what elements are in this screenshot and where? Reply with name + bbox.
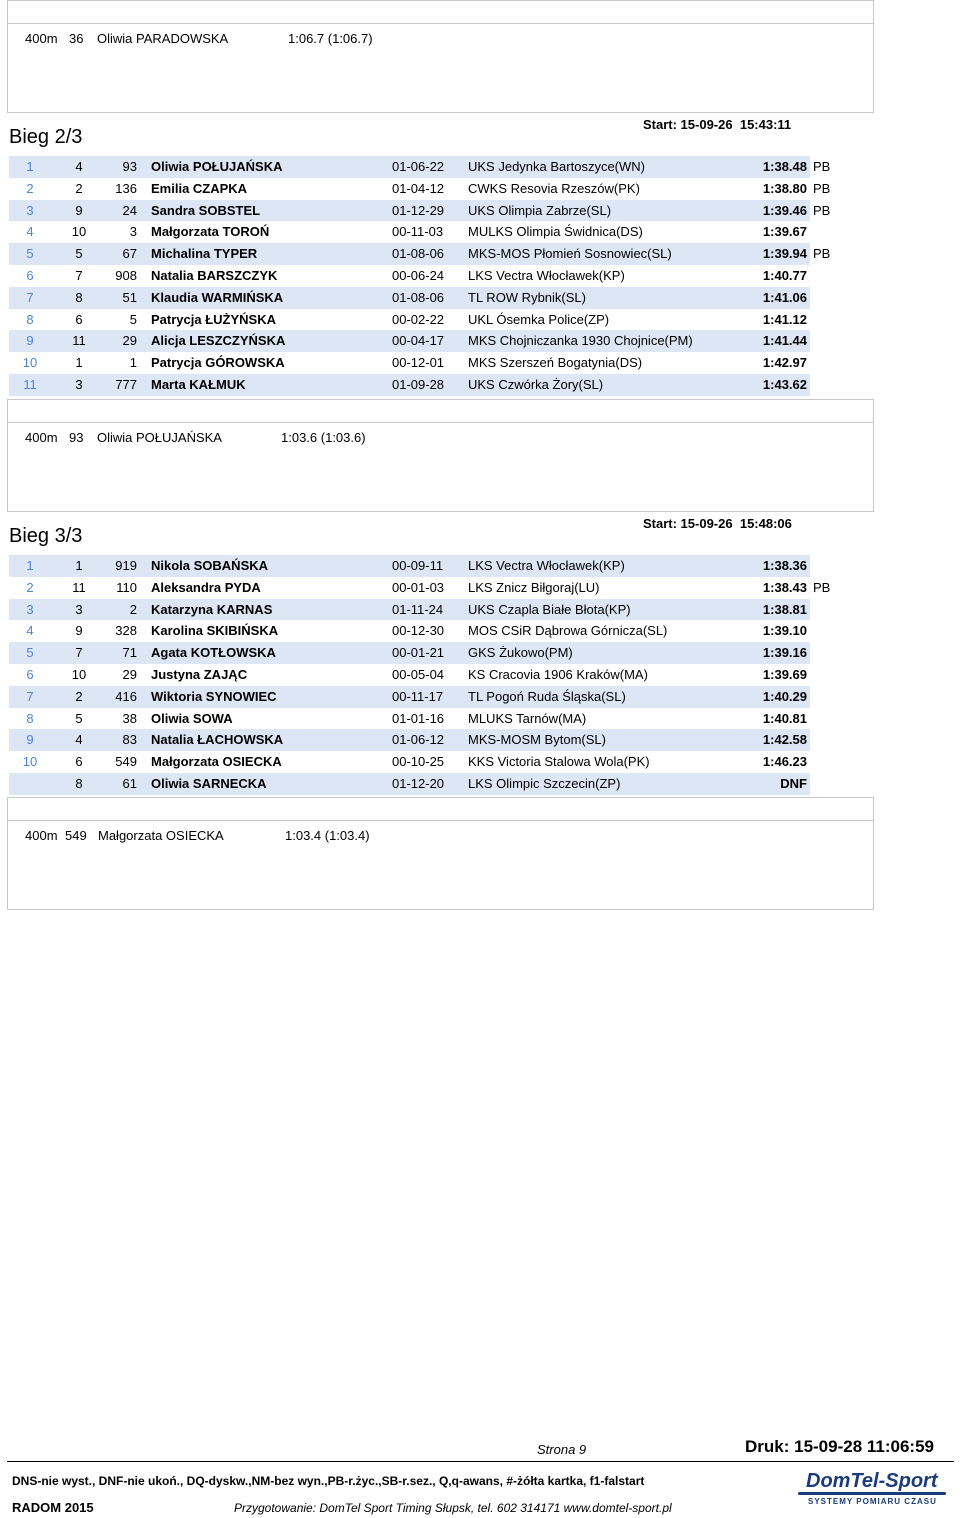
table-row <box>9 156 831 178</box>
cell-result: 1:38.43 <box>762 579 807 595</box>
cell-club: LKS Vectra Włocławek(KP) <box>468 558 625 573</box>
cell-club: KKS Victoria Stalowa Wola(PK) <box>468 754 650 770</box>
cell-dob: 00-06-24 <box>392 268 445 283</box>
cell-result: 1:42.58 <box>762 732 807 748</box>
cell-bib: 51 <box>122 289 137 305</box>
summary-name: Oliwia PARADOWSKA <box>97 31 229 46</box>
cell-dob: 01-06-12 <box>392 732 445 748</box>
cell-result: 1:38.48 <box>762 159 807 174</box>
heat-start <box>643 516 792 531</box>
cell-lane: 2 <box>75 688 83 704</box>
cell-place: 5 <box>26 246 34 262</box>
cell-note: PB <box>813 202 831 218</box>
cell-place: 2 <box>26 579 34 595</box>
cell-name: Małgorzata TOROŃ <box>151 224 270 240</box>
cell-name: Marta KAŁMUK <box>151 377 246 392</box>
summary-line <box>25 828 370 843</box>
cell-name: Oliwia SOWA <box>151 710 233 726</box>
cell-note: PB <box>813 246 831 262</box>
cell-lane: 4 <box>75 159 83 174</box>
cell-place: 3 <box>26 202 34 218</box>
table-row <box>9 599 810 621</box>
heat-title: Bieg 3/3 <box>9 525 83 547</box>
cell-place: 4 <box>26 224 34 240</box>
start-time: 15:48:06 <box>739 516 792 531</box>
cell-bib: 67 <box>122 246 137 262</box>
cell-result: 1:39.16 <box>762 645 807 661</box>
cell-name: Karolina SKIBIŃSKA <box>151 623 279 639</box>
cell-result: 1:42.97 <box>762 355 807 371</box>
cell-bib: 908 <box>115 268 137 283</box>
cell-bib: 5 <box>129 311 137 327</box>
cell-name: Natalia BARSZCZYK <box>151 268 278 283</box>
summary-name: Oliwia POŁUJAŃSKA <box>97 430 222 445</box>
cell-lane: 9 <box>75 202 83 218</box>
summary-name: Małgorzata OSIECKA <box>98 828 224 843</box>
cell-name: Klaudia WARMIŃSKA <box>151 289 284 305</box>
cell-result: 1:43.62 <box>762 377 807 392</box>
summary-bib: 36 <box>69 31 84 46</box>
cell-lane: 8 <box>75 289 83 305</box>
cell-club: MKS Chojniczanka 1930 Chojnice(PM) <box>468 333 693 349</box>
cell-club: TL Pogoń Ruda Śląska(SL) <box>468 688 626 704</box>
cell-name: Patrycja GÓROWSKA <box>151 355 285 371</box>
table-row <box>9 287 810 309</box>
cell-result: 1:39.10 <box>762 623 807 639</box>
cell-dob: 01-09-28 <box>392 377 445 392</box>
summary-bib: 93 <box>69 430 84 445</box>
cell-club: MULKS Olimpia Świdnica(DS) <box>468 224 643 240</box>
cell-place: 7 <box>26 688 34 704</box>
summary-line-top <box>25 31 373 46</box>
cell-bib: 777 <box>115 377 137 392</box>
table-row <box>9 352 810 374</box>
cell-name: Agata KOTŁOWSKA <box>151 645 276 661</box>
cell-dob: 00-12-01 <box>392 355 445 371</box>
summary-time: 1:03.6 (1:03.6) <box>281 430 366 445</box>
cell-result: 1:39.46 <box>762 202 807 218</box>
cell-bib: 29 <box>122 333 137 349</box>
cell-club: MKS-MOS Płomień Sosnowiec(SL) <box>468 246 672 262</box>
cell-place: 3 <box>26 601 34 617</box>
cell-name: Oliwia POŁUJAŃSKA <box>151 159 283 174</box>
cell-result: 1:39.94 <box>762 246 807 262</box>
cell-name: Aleksandra PYDA <box>151 579 261 595</box>
cell-lane: 11 <box>72 333 86 349</box>
cell-dob: 00-09-11 <box>392 558 444 573</box>
table-row <box>9 221 810 243</box>
domtel-logo <box>798 1470 954 1510</box>
footer-divider <box>7 1461 954 1462</box>
cell-name: Katarzyna KARNAS <box>151 601 273 617</box>
cell-place: 6 <box>26 667 34 682</box>
cell-club: MLUKS Tarnów(MA) <box>468 710 587 726</box>
cell-bib: 61 <box>122 776 137 791</box>
cell-dob: 01-08-06 <box>392 289 445 305</box>
cell-place: 8 <box>26 710 34 726</box>
cell-lane: 7 <box>75 645 83 661</box>
cell-club: KS Cracovia 1906 Kraków(MA) <box>468 667 648 682</box>
cell-club: TL ROW Rybnik(SL) <box>468 289 586 305</box>
cell-place: 8 <box>26 311 34 327</box>
summary-box <box>7 399 874 512</box>
table-row <box>9 642 810 664</box>
cell-lane: 10 <box>71 224 87 240</box>
cell-place: 7 <box>26 289 34 305</box>
cell-result: 1:41.06 <box>762 289 807 305</box>
cell-bib: 416 <box>115 688 137 704</box>
cell-place: 10 <box>22 754 38 770</box>
table-row <box>9 374 810 396</box>
cell-club: UKL Ósemka Police(ZP) <box>468 311 610 327</box>
cell-result: 1:38.80 <box>762 180 807 196</box>
cell-place: 10 <box>22 355 38 371</box>
cell-result: 1:40.81 <box>762 710 807 726</box>
cell-bib: 38 <box>122 710 137 726</box>
page-number: Strona 9 <box>537 1442 587 1457</box>
cell-dob: 01-04-12 <box>392 180 445 196</box>
cell-result: 1:46.23 <box>762 754 807 770</box>
cell-dob: 00-11-03 <box>392 224 444 240</box>
summary-event: 400m <box>25 430 58 445</box>
venue: RADOM 2015 <box>12 1500 94 1515</box>
cell-club: MKS Szerszeń Bogatynia(DS) <box>468 355 643 371</box>
cell-dob: 00-01-21 <box>392 645 445 661</box>
summary-box <box>7 797 874 910</box>
cell-bib: 110 <box>116 579 137 595</box>
logo-main-text: DomTel-Sport <box>806 1470 938 1492</box>
cell-lane: 6 <box>75 754 83 770</box>
cell-result: 1:39.67 <box>762 224 807 240</box>
cell-name: Małgorzata OSIECKA <box>151 754 282 770</box>
cell-result: 1:38.36 <box>762 558 807 573</box>
cell-bib: 24 <box>122 202 137 218</box>
cell-result: 1:40.77 <box>762 268 807 283</box>
cell-result: 1:41.12 <box>762 311 807 327</box>
table-row <box>9 729 810 751</box>
cell-note: PB <box>813 159 831 174</box>
cell-bib: 93 <box>122 159 137 174</box>
cell-dob: 00-10-25 <box>392 754 445 770</box>
cell-club: LKS Znicz Biłgoraj(LU) <box>468 579 600 595</box>
cell-lane: 5 <box>75 710 83 726</box>
cell-lane: 6 <box>75 311 83 327</box>
start-label: Start: 15-09-26 <box>643 516 733 531</box>
table-row <box>9 708 810 730</box>
cell-dob: 01-12-29 <box>392 202 445 218</box>
cell-dob: 01-08-06 <box>392 246 445 262</box>
cell-bib: 919 <box>115 558 137 573</box>
cell-dob: 00-11-17 <box>392 688 444 704</box>
cell-club: MKS-MOSM Bytom(SL) <box>468 732 606 748</box>
cell-name: Michalina TYPER <box>151 246 258 262</box>
cell-lane: 5 <box>75 246 83 262</box>
cell-bib: 549 <box>115 754 137 770</box>
cell-bib: 71 <box>122 645 137 661</box>
cell-lane: 7 <box>75 268 83 283</box>
cell-name: Patrycja ŁUŻYŃSKA <box>151 311 276 327</box>
cell-place: 1 <box>26 558 34 573</box>
cell-name: Wiktoria SYNOWIEC <box>151 688 277 704</box>
cell-name: Sandra SOBSTEL <box>151 202 261 218</box>
cell-dob: 01-06-22 <box>392 159 445 174</box>
table-row <box>9 178 831 200</box>
cell-club: MOS CSiR Dąbrowa Górnicza(SL) <box>468 623 668 639</box>
cell-place: 11 <box>23 377 37 392</box>
cell-name: Natalia ŁACHOWSKA <box>151 732 284 748</box>
cell-lane: 8 <box>75 776 83 791</box>
cell-result: 1:41.44 <box>762 333 807 349</box>
cell-dob: 00-04-17 <box>392 333 445 349</box>
table-row <box>9 200 831 222</box>
cell-lane: 3 <box>75 377 83 392</box>
cell-name: Emilia CZAPKA <box>151 180 248 196</box>
table-row <box>9 686 810 708</box>
table-row <box>9 265 810 287</box>
cell-bib: 328 <box>115 623 137 639</box>
cell-bib: 29 <box>122 667 137 682</box>
cell-name: Alicja LESZCZYŃSKA <box>151 333 286 349</box>
heat-title: Bieg 2/3 <box>9 126 83 148</box>
summary-bib: 549 <box>65 828 87 843</box>
summary-event: 400m <box>25 828 58 843</box>
summary-line <box>25 430 366 445</box>
cell-note: PB <box>813 180 831 196</box>
table-row <box>9 773 810 795</box>
cell-club: LKS Vectra Włocławek(KP) <box>468 268 625 283</box>
summary-event: 400m <box>25 31 58 46</box>
cell-place: 1 <box>26 159 34 174</box>
cell-lane: 11 <box>72 579 86 595</box>
summary-time: 1:06.7 (1:06.7) <box>288 31 373 46</box>
cell-club: LKS Olimpic Szczecin(ZP) <box>468 776 621 791</box>
cell-club: UKS Olimpia Zabrze(SL) <box>468 202 612 218</box>
cell-place: 2 <box>26 180 34 196</box>
cell-lane: 10 <box>71 667 87 682</box>
cell-place: 6 <box>26 268 34 283</box>
table-row <box>9 309 810 331</box>
cell-bib: 3 <box>129 224 137 240</box>
table-row <box>9 243 831 265</box>
start-time: 15:43:11 <box>739 117 792 132</box>
summary-time: 1:03.4 (1:03.4) <box>285 828 370 843</box>
cell-result: 1:38.81 <box>762 601 807 617</box>
cell-bib: 2 <box>129 601 137 617</box>
table-row <box>9 751 810 773</box>
logo-sub-text: SYSTEMY POMIARU CZASU <box>808 1497 937 1506</box>
logo-swoosh <box>798 1492 946 1495</box>
cell-club: UKS Czapla Białe Błota(KP) <box>468 601 631 617</box>
cell-name: Oliwia SARNECKA <box>151 776 267 791</box>
legend-text: DNS-nie wyst., DNF-nie ukoń., DQ-dyskw.,NM-bez wyn.,PB-r.życ.,SB-r.sez., Q,q-awans, #-żółta kartka, f1-falstart <box>12 1474 645 1488</box>
cell-bib: 83 <box>122 732 137 748</box>
cell-club: UKS Czwórka Żory(SL) <box>468 377 604 392</box>
table-row <box>9 330 810 352</box>
cell-dob: 00-12-30 <box>392 623 445 639</box>
cell-place: 9 <box>26 333 34 349</box>
heat-start <box>643 117 791 132</box>
cell-result: 1:39.69 <box>762 667 807 682</box>
cell-name: Justyna ZAJĄC <box>151 667 248 682</box>
cell-dob: 00-01-03 <box>392 579 445 595</box>
cell-lane: 1 <box>75 355 83 371</box>
cell-place: 4 <box>26 623 34 639</box>
table-row <box>9 555 810 577</box>
cell-place: 9 <box>26 732 34 748</box>
cell-place: 5 <box>26 645 34 661</box>
start-label: Start: 15-09-26 <box>643 117 733 132</box>
cell-lane: 1 <box>75 558 83 573</box>
cell-club: UKS Jedynka Bartoszyce(WN) <box>468 159 645 174</box>
table-row <box>9 620 810 642</box>
cell-dob: 01-12-20 <box>392 776 445 791</box>
cell-dob: 00-05-04 <box>392 667 445 682</box>
print-date: Druk: 15-09-28 11:06:59 <box>745 1437 935 1456</box>
cell-lane: 3 <box>75 601 83 617</box>
cell-club: GKS Żukowo(PM) <box>468 645 573 661</box>
cell-dob: 00-02-22 <box>392 311 445 327</box>
cell-bib: 136 <box>115 180 137 196</box>
cell-note: PB <box>813 579 831 595</box>
cell-bib: 1 <box>129 355 137 371</box>
cell-club: CWKS Resovia Rzeszów(PK) <box>468 180 640 196</box>
cell-lane: 4 <box>75 732 83 748</box>
cell-dob: 01-01-16 <box>392 710 445 726</box>
summary-box-top <box>7 0 874 113</box>
cell-lane: 9 <box>75 623 83 639</box>
cell-dob: 01-11-24 <box>392 601 444 617</box>
cell-lane: 2 <box>75 180 83 196</box>
table-row <box>9 577 831 599</box>
cell-result: 1:40.29 <box>762 688 807 704</box>
prepared-by: Przygotowanie: DomTel Sport Timing Słupsk, tel. 602 314171 www.domtel-sport.pl <box>234 1501 672 1515</box>
table-row <box>9 664 810 686</box>
cell-result: DNF <box>780 776 807 791</box>
cell-name: Nikola SOBAŃSKA <box>151 558 269 573</box>
